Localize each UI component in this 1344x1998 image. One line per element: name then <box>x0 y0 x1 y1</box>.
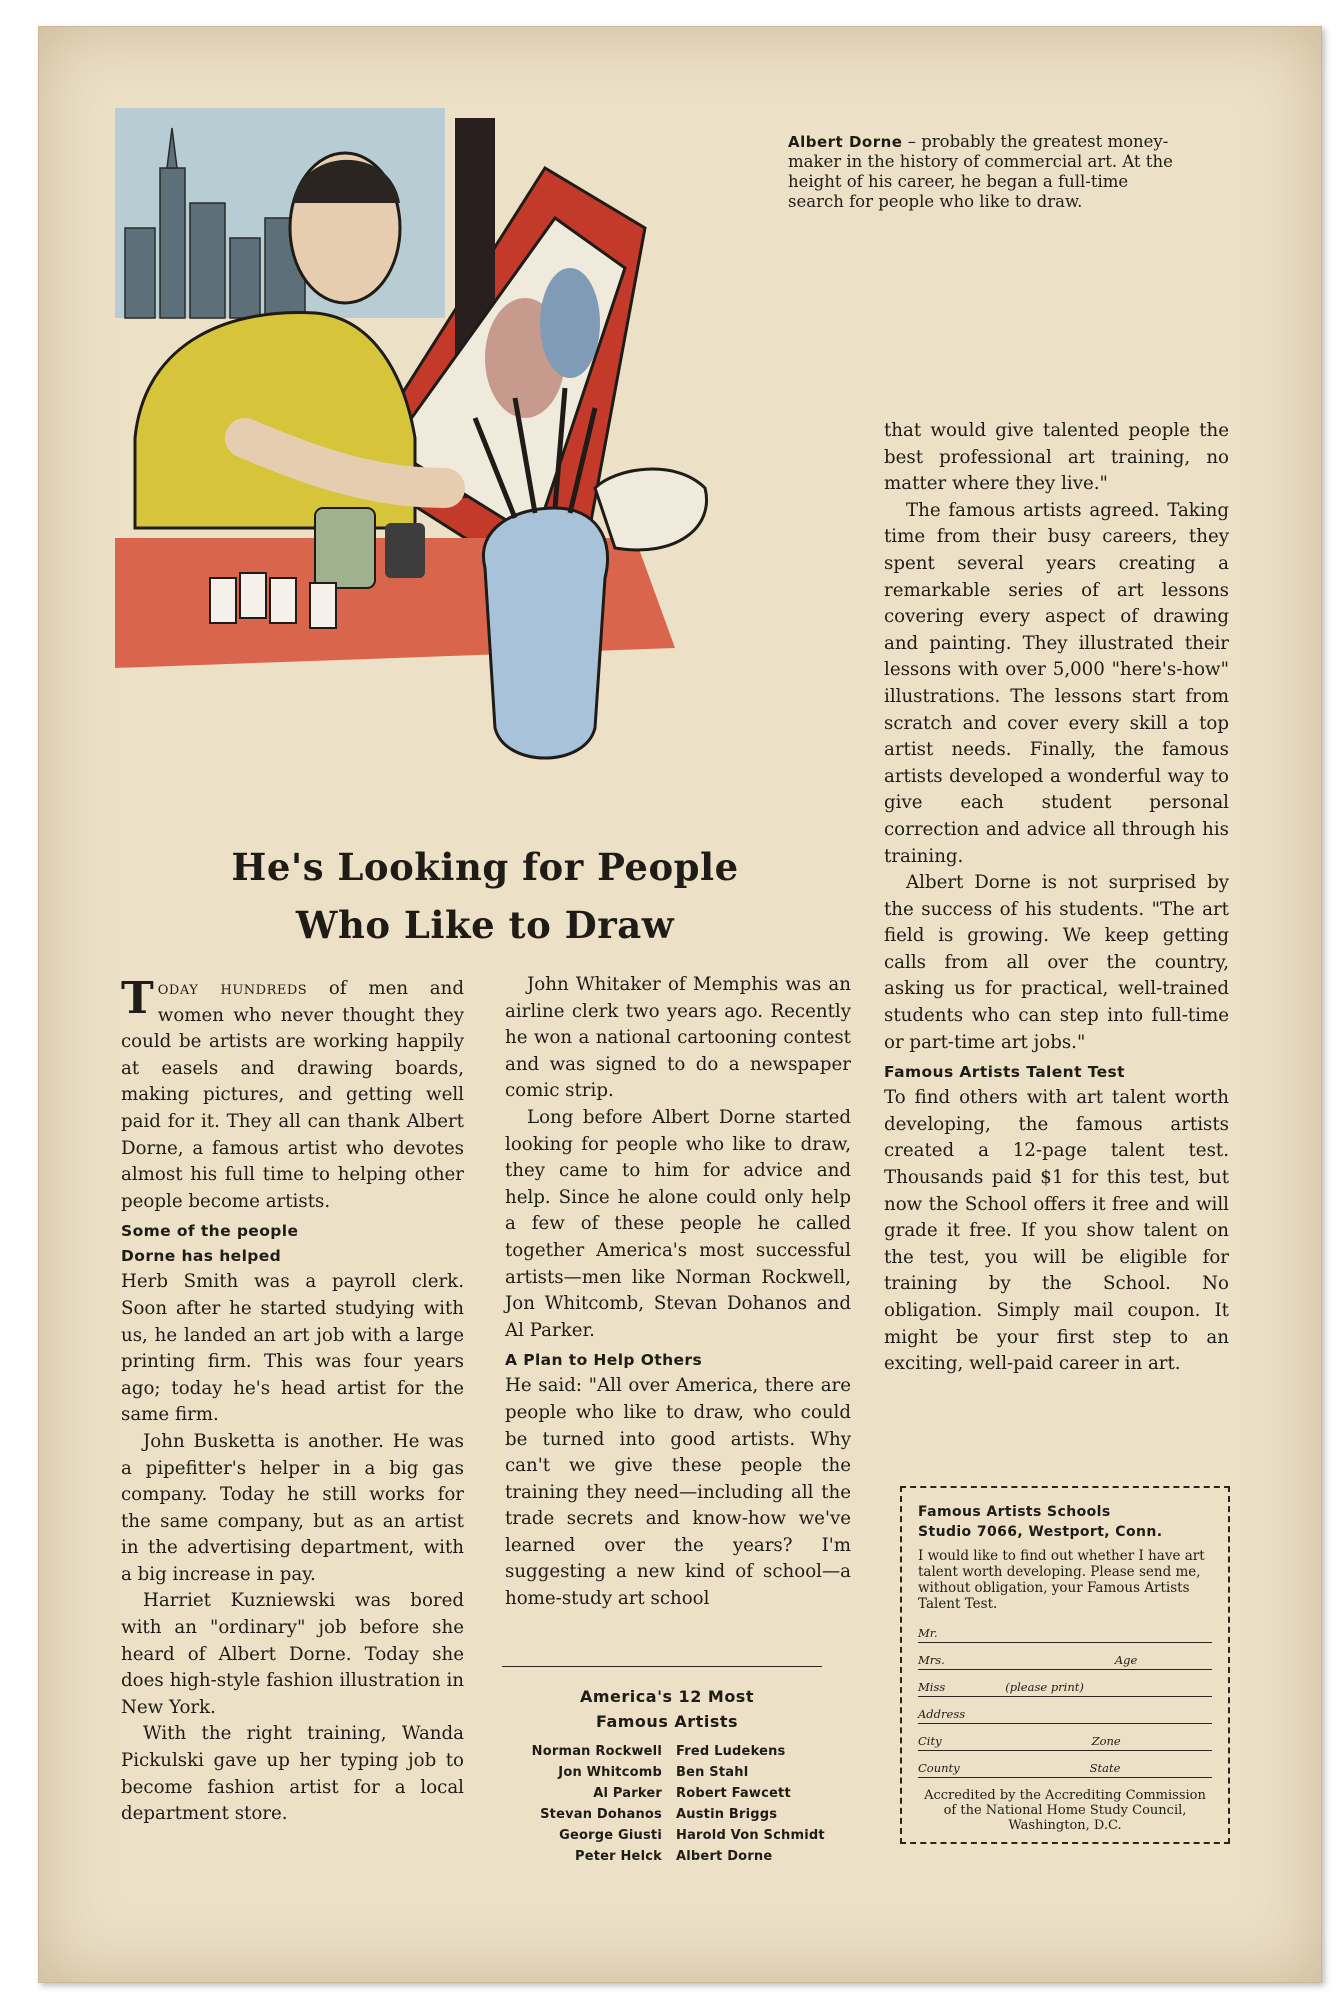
ink-bottle <box>385 523 425 578</box>
paragraph-herb-smith: Herb Smith was a payroll clerk. Soon after he started studying with us, he landed an art job with a large printing firm. This was four years ago; today he's head artist for the same firm. <box>121 1271 464 1426</box>
artists-box-title <box>502 1684 832 1734</box>
paragraph-long-before: Long before Albert Dorne started looking for people who like to draw, they came to him for advice and help. Since he alone could only help a few of these people he called together America's most successful artists—men like Norman Rockwell, Jon Whitcomb, Stevan Dohanos and Al Parker. <box>505 1106 851 1341</box>
name-age-field[interactable] <box>918 1653 1212 1670</box>
drop-cap: T <box>121 973 154 1024</box>
paragraph-he-said: He said: "All over America, there are people who like to draw, who could be turned into good artists. Why can't we give these people the training they need—including all the trade secrets and know-how we've learned over the years? I'm suggesting a new kind of school—a home-study art school <box>505 1375 851 1610</box>
coupon-accreditation: Accredited by the Accrediting Commission of the National Home Study Council, Washington, D.C. <box>924 1788 1206 1833</box>
paragraph-john-whitaker: John Whitaker of Memphis was an airline clerk two years ago. Recently he won a national cartooning contest and was signed to do a newspaper comic strip. <box>505 974 851 1102</box>
field-label-mr: Mr. <box>918 1626 938 1640</box>
mail-coupon[interactable] <box>900 1486 1230 1844</box>
artist-name: Austin Briggs <box>676 1807 778 1822</box>
paragraph-wanda: With the right training, Wanda Pickulski gave up her typing job to become fashion artist for a local department store. <box>121 1723 464 1825</box>
miss-field[interactable] <box>918 1680 1212 1697</box>
paragraph-not-surprised: Albert Dorne is not surprised by the success of his students. "The art field is growing. We keep getting calls from all over the country, asking us for practical, well-trained students who can step into full-time or part-time art jobs." <box>884 872 1229 1053</box>
artist-name: Stevan Dohanos <box>540 1807 662 1822</box>
field-label-miss: Miss <box>918 1680 946 1694</box>
artist-name: Albert Dorne <box>676 1849 773 1864</box>
coupon-body: I would like to find out whether I have art talent worth developing. Please send me, without obligation, your Famous Artists Talent Test. <box>918 1548 1205 1612</box>
divider-rule <box>502 1666 822 1667</box>
water-bowl <box>595 469 707 550</box>
caption-name: Albert Dorne <box>788 133 903 151</box>
illustration-caption <box>788 132 1188 212</box>
intro-paragraph <box>121 973 464 1215</box>
field-label-city: City <box>918 1734 942 1748</box>
subhead-people-helped <box>121 1219 464 1269</box>
artist-name: Fred Ludekens <box>676 1744 786 1759</box>
artist-name: George Giusti <box>559 1828 662 1843</box>
paragraph-harriet: Harriet Kuzniewski was bored with an "ordinary" job before she heard of Albert Dorne. Today she does high-style fashion illustration in New York. <box>121 1590 464 1718</box>
article-column-2 <box>505 972 851 1613</box>
coupon-school <box>918 1502 1212 1542</box>
intro-text: of men and women who never thought they could be artists are working happily at easels and drawing boards, making pictures, and getting well paid for it. They all can thank Albert Dorne, a famous artist who devotes almost his full time to helping other people become artists. <box>121 978 464 1212</box>
artist-name: Harold Von Schmidt <box>676 1828 825 1843</box>
headline <box>120 838 850 954</box>
artist-name: Ben Stahl <box>676 1765 749 1780</box>
field-label-county: County <box>918 1761 960 1775</box>
subhead-plan: A Plan to Help Others <box>505 1351 703 1370</box>
artist-name: Peter Helck <box>574 1849 662 1864</box>
subhead-line-1: Some of the people <box>121 1222 299 1241</box>
artist-name: Al Parker <box>593 1786 662 1801</box>
drawing-figure-2 <box>540 268 600 378</box>
headline-line-2: Who Like to Draw <box>295 903 675 947</box>
field-label-state: State <box>1089 1761 1121 1775</box>
artist-name: Norman Rockwell <box>531 1744 662 1759</box>
paragraph-continued: that would give talented people the best professional art training, no matter where they live." <box>884 420 1229 495</box>
artist-name: Jon Whitcomb <box>558 1765 662 1780</box>
paragraph-talent-test: To find others with art talent worth developing, the famous artists created a 12-page talent test. Thousands paid $1 for this test, but now the School offers it free and will grade it free. If you show talent on the test, you will be eligible for training by the School. No obligation. Simply mail coupon. It might be your first step to an exciting, well-paid career in art. <box>884 1087 1229 1375</box>
artists-title-line-1: America's 12 Most <box>580 1687 754 1706</box>
coupon-school-address: Studio 7066, Westport, Conn. <box>918 1524 1163 1540</box>
article-column-3 <box>884 418 1229 1378</box>
county-state-field[interactable] <box>918 1761 1212 1778</box>
field-label-please-print: (please print) <box>1005 1680 1084 1694</box>
artist-name: Robert Fawcett <box>676 1786 791 1801</box>
field-label-address: Address <box>918 1707 966 1721</box>
paragraph-john-busketta: John Busketta is another. He was a pipefitter's helper in a big gas company. Today he still works for the same company, but as an artist in the advertising department, with a big increase in pay. <box>121 1430 464 1585</box>
artists-list <box>500 1741 860 1867</box>
brush-vase <box>483 508 607 758</box>
paragraph-artists-agreed: The famous artists agreed. Taking time from their busy careers, they spent several years creating a remarkable series of art lessons covering every aspect of drawing and painting. They illustrated their lessons with over 5,000 "here's-how" illustrations. The lessons start from scratch and cover every skill a top artist needs. Finally, the famous artists developed a wonderful way to give each student personal correction and advice all through his training. <box>884 499 1229 867</box>
paint-jar <box>315 508 375 588</box>
city-zone-field[interactable] <box>918 1734 1212 1751</box>
article-column-1 <box>121 973 464 1828</box>
headline-line-1: He's Looking for People <box>231 845 739 889</box>
address-field[interactable] <box>918 1707 1212 1724</box>
field-label-zone: Zone <box>1091 1734 1121 1748</box>
name-field[interactable] <box>918 1626 1212 1643</box>
coupon-fields <box>918 1626 1212 1778</box>
coupon-school-name: Famous Artists Schools <box>918 1504 1111 1520</box>
subhead-line-2: Dorne has helped <box>121 1247 282 1266</box>
subhead-talent-test: Famous Artists Talent Test <box>884 1063 1125 1082</box>
artists-title-line-2: Famous Artists <box>595 1712 739 1731</box>
intro-lead: oday hundreds <box>157 978 308 999</box>
field-label-age: Age <box>1114 1653 1138 1667</box>
caption-text: – probably the greatest money-maker in the history of commercial art. At the height of his career, he began a full-time search for people who like to draw. <box>788 132 1173 211</box>
artist-illustration <box>115 108 827 820</box>
field-label-mrs: Mrs. <box>918 1653 945 1667</box>
